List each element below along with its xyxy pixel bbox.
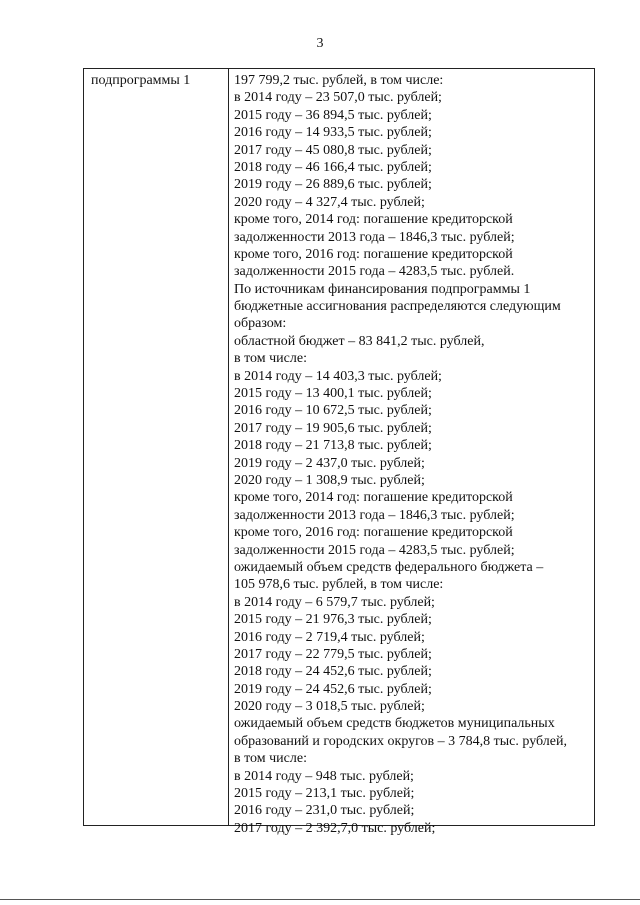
funding-line: бюджетные ассигнования распределяются следующим <box>234 299 561 315</box>
funding-line: 2018 году – 24 452,6 тыс. рублей; <box>234 664 432 680</box>
funding-line: задолженности 2015 года – 4283,5 тыс. рублей. <box>234 264 515 280</box>
funding-line: в 2014 году – 23 507,0 тыс. рублей; <box>234 90 442 106</box>
funding-line: 2015 году – 36 894,5 тыс. рублей; <box>234 107 432 123</box>
funding-line: областной бюджет – 83 841,2 тыс. рублей, <box>234 333 485 349</box>
funding-line: 2017 году – 19 905,6 тыс. рублей; <box>234 420 432 436</box>
funding-line: 2020 году – 1 308,9 тыс. рублей; <box>234 472 425 488</box>
funding-line: кроме того, 2014 год: погашение кредиторской <box>234 490 513 506</box>
funding-line: 197 799,2 тыс. рублей, в том числе: <box>234 73 444 88</box>
funding-line: кроме того, 2014 год: погашение кредиторской <box>234 212 513 228</box>
funding-line: По источникам финансирования подпрограммы 1 <box>234 281 531 297</box>
funding-line: в том числе: <box>234 351 307 367</box>
funding-line: задолженности 2013 года – 1846,3 тыс. рублей; <box>234 229 515 245</box>
scan-edge-line <box>0 899 640 900</box>
page-number: 3 <box>316 36 324 51</box>
funding-line: ожидаемый объем средств федерального бюджета – <box>234 559 544 575</box>
funding-line: образований и городских округов – 3 784,8 тыс. рублей, <box>234 733 567 749</box>
funding-line: 2020 году – 4 327,4 тыс. рублей; <box>234 194 425 210</box>
funding-table <box>83 68 595 836</box>
column-divider <box>228 69 229 825</box>
funding-line: 2016 году – 2 719,4 тыс. рублей; <box>234 629 425 645</box>
funding-line: ожидаемый объем средств бюджетов муниципальных <box>234 716 555 732</box>
funding-line: 2015 году – 21 976,3 тыс. рублей; <box>234 612 432 628</box>
funding-line: в 2014 году – 6 579,7 тыс. рублей; <box>234 594 435 610</box>
funding-line: 2017 году – 22 779,5 тыс. рублей; <box>234 646 432 662</box>
funding-line: 2016 году – 10 672,5 тыс. рублей; <box>234 403 432 419</box>
funding-line: задолженности 2015 года – 4283,5 тыс. рублей; <box>234 542 515 558</box>
funding-line: 2019 году – 26 889,6 тыс. рублей; <box>234 177 432 193</box>
funding-line: 2017 году – 2 392,7,0 тыс. рублей; <box>234 820 436 836</box>
funding-line: 2015 году – 13 400,1 тыс. рублей; <box>234 386 432 402</box>
funding-line: 2015 году – 213,1 тыс. рублей; <box>234 786 415 802</box>
funding-line: 2016 году – 231,0 тыс. рублей; <box>234 803 415 819</box>
funding-line: в том числе: <box>234 751 307 767</box>
funding-line: 2019 году – 24 452,6 тыс. рублей; <box>234 681 432 697</box>
funding-line: 2017 году – 45 080,8 тыс. рублей; <box>234 142 432 158</box>
funding-line: задолженности 2013 года – 1846,3 тыс. рублей; <box>234 507 515 523</box>
funding-line: образом: <box>234 316 287 332</box>
funding-line: кроме того, 2016 год: погашение кредиторской <box>234 246 513 262</box>
funding-line: 2018 году – 46 166,4 тыс. рублей; <box>234 159 432 175</box>
funding-line: в 2014 году – 14 403,3 тыс. рублей; <box>234 368 442 384</box>
funding-details <box>234 72 594 837</box>
funding-line: 2016 году – 14 933,5 тыс. рублей; <box>234 125 432 141</box>
funding-line: 2018 году – 21 713,8 тыс. рублей; <box>234 438 432 454</box>
funding-line: 105 978,6 тыс. рублей, в том числе: <box>234 577 444 593</box>
row-label: подпрограммы 1 <box>91 73 191 88</box>
funding-line: в 2014 году – 948 тыс. рублей; <box>234 768 414 784</box>
funding-line: 2020 году – 3 018,5 тыс. рублей; <box>234 699 425 715</box>
funding-line: кроме того, 2016 год: погашение кредиторской <box>234 525 513 541</box>
funding-line: 2019 году – 2 437,0 тыс. рублей; <box>234 455 425 471</box>
